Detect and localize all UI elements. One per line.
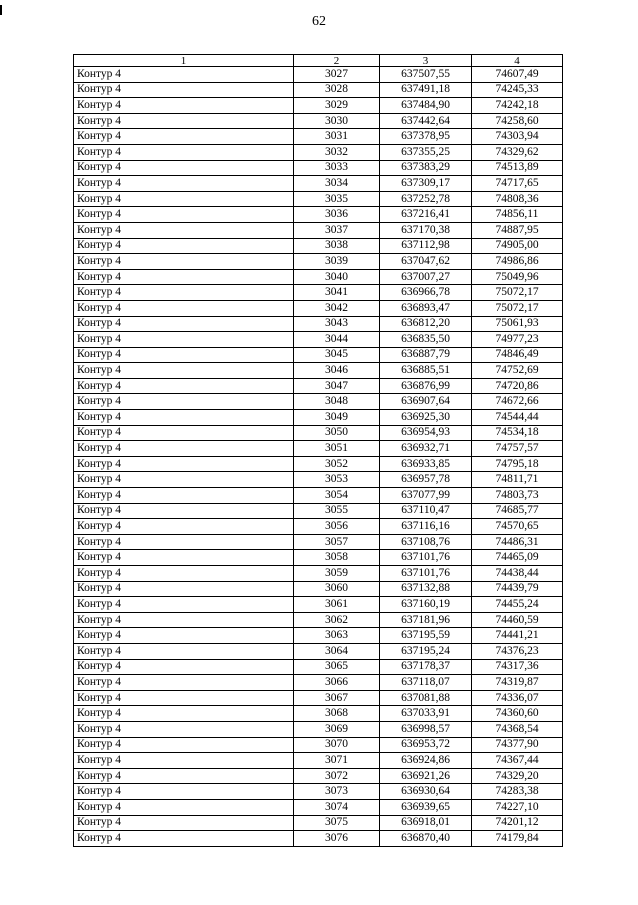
column-header: 1 — [74, 55, 294, 67]
y-coordinate-cell: 75049,96 — [472, 269, 563, 285]
y-coordinate-cell: 74441,21 — [472, 628, 563, 644]
y-coordinate-cell: 74986,86 — [472, 254, 563, 270]
column-header: 3 — [380, 55, 472, 67]
table-row — [74, 67, 563, 83]
table-row — [74, 581, 563, 597]
y-coordinate-cell: 74856,11 — [472, 207, 563, 223]
contour-name-cell: Контур 4 — [74, 690, 294, 706]
contour-name-cell: Контур 4 — [74, 82, 294, 98]
y-coordinate-cell: 74846,49 — [472, 347, 563, 363]
x-coordinate-cell: 636925,30 — [380, 410, 472, 426]
contour-name-cell: Контур 4 — [74, 300, 294, 316]
table-row — [74, 690, 563, 706]
table-row — [74, 98, 563, 114]
column-header: 2 — [294, 55, 380, 67]
table-row — [74, 628, 563, 644]
y-coordinate-cell: 74905,00 — [472, 238, 563, 254]
x-coordinate-cell: 637378,95 — [380, 129, 472, 145]
y-coordinate-cell: 74367,44 — [472, 753, 563, 769]
point-number-cell: 3054 — [294, 488, 380, 504]
table-row — [74, 144, 563, 160]
table-row — [74, 737, 563, 753]
table-row — [74, 550, 563, 566]
point-number-cell: 3065 — [294, 659, 380, 675]
table-row — [74, 643, 563, 659]
contour-name-cell: Контур 4 — [74, 753, 294, 769]
point-number-cell: 3045 — [294, 347, 380, 363]
table-row — [74, 82, 563, 98]
point-number-cell: 3029 — [294, 98, 380, 114]
x-coordinate-cell: 637116,16 — [380, 519, 472, 535]
contour-name-cell: Контур 4 — [74, 332, 294, 348]
x-coordinate-cell: 636953,72 — [380, 737, 472, 753]
y-coordinate-cell: 75072,17 — [472, 285, 563, 301]
x-coordinate-cell: 636893,47 — [380, 300, 472, 316]
x-coordinate-cell: 636885,51 — [380, 363, 472, 379]
y-coordinate-cell: 74245,33 — [472, 82, 563, 98]
table-row — [74, 378, 563, 394]
table-row — [74, 799, 563, 815]
contour-name-cell: Контур 4 — [74, 113, 294, 129]
x-coordinate-cell: 637507,55 — [380, 67, 472, 83]
x-coordinate-cell: 637101,76 — [380, 550, 472, 566]
point-number-cell: 3041 — [294, 285, 380, 301]
x-coordinate-cell: 636924,86 — [380, 753, 472, 769]
contour-name-cell: Контур 4 — [74, 425, 294, 441]
table-row — [74, 503, 563, 519]
coordinates-table — [73, 54, 563, 847]
table-row — [74, 472, 563, 488]
contour-name-cell: Контур 4 — [74, 394, 294, 410]
y-coordinate-cell: 74672,66 — [472, 394, 563, 410]
x-coordinate-cell: 637112,98 — [380, 238, 472, 254]
y-coordinate-cell: 74368,54 — [472, 721, 563, 737]
x-coordinate-cell: 637118,07 — [380, 675, 472, 691]
x-coordinate-cell: 636812,20 — [380, 316, 472, 332]
table-row — [74, 488, 563, 504]
x-coordinate-cell: 637181,96 — [380, 612, 472, 628]
column-header: 4 — [472, 55, 563, 67]
table-row — [74, 784, 563, 800]
y-coordinate-cell: 74460,59 — [472, 612, 563, 628]
point-number-cell: 3073 — [294, 784, 380, 800]
y-coordinate-cell: 74377,90 — [472, 737, 563, 753]
table-row — [74, 316, 563, 332]
y-coordinate-cell: 74534,18 — [472, 425, 563, 441]
point-number-cell: 3064 — [294, 643, 380, 659]
contour-name-cell: Контур 4 — [74, 378, 294, 394]
contour-name-cell: Контур 4 — [74, 737, 294, 753]
table-row — [74, 612, 563, 628]
contour-name-cell: Контур 4 — [74, 831, 294, 847]
table-row — [74, 207, 563, 223]
contour-name-cell: Контур 4 — [74, 721, 294, 737]
contour-name-cell: Контур 4 — [74, 129, 294, 145]
x-coordinate-cell: 636835,50 — [380, 332, 472, 348]
contour-name-cell: Контур 4 — [74, 628, 294, 644]
y-coordinate-cell: 74455,24 — [472, 597, 563, 613]
point-number-cell: 3051 — [294, 441, 380, 457]
y-coordinate-cell: 74336,07 — [472, 690, 563, 706]
x-coordinate-cell: 637170,38 — [380, 222, 472, 238]
point-number-cell: 3030 — [294, 113, 380, 129]
x-coordinate-cell: 637108,76 — [380, 534, 472, 550]
x-coordinate-cell: 637007,27 — [380, 269, 472, 285]
page-number: 62 — [312, 14, 326, 29]
x-coordinate-cell: 636932,71 — [380, 441, 472, 457]
point-number-cell: 3068 — [294, 706, 380, 722]
y-coordinate-cell: 74319,87 — [472, 675, 563, 691]
x-coordinate-cell: 636966,78 — [380, 285, 472, 301]
x-coordinate-cell: 636907,64 — [380, 394, 472, 410]
y-coordinate-cell: 75072,17 — [472, 300, 563, 316]
table-row — [74, 768, 563, 784]
point-number-cell: 3075 — [294, 815, 380, 831]
point-number-cell: 3039 — [294, 254, 380, 270]
y-coordinate-cell: 74376,23 — [472, 643, 563, 659]
y-coordinate-cell: 74544,44 — [472, 410, 563, 426]
point-number-cell: 3047 — [294, 378, 380, 394]
point-number-cell: 3067 — [294, 690, 380, 706]
table-row — [74, 113, 563, 129]
table-row — [74, 160, 563, 176]
y-coordinate-cell: 74438,44 — [472, 566, 563, 582]
x-coordinate-cell: 637110,47 — [380, 503, 472, 519]
contour-name-cell: Контур 4 — [74, 144, 294, 160]
contour-name-cell: Контур 4 — [74, 285, 294, 301]
contour-name-cell: Контур 4 — [74, 207, 294, 223]
x-coordinate-cell: 637355,25 — [380, 144, 472, 160]
y-coordinate-cell: 74717,65 — [472, 176, 563, 192]
y-coordinate-cell: 74329,20 — [472, 768, 563, 784]
y-coordinate-cell: 74179,84 — [472, 831, 563, 847]
x-coordinate-cell: 637252,78 — [380, 191, 472, 207]
x-coordinate-cell: 636921,26 — [380, 768, 472, 784]
x-coordinate-cell: 637216,41 — [380, 207, 472, 223]
x-coordinate-cell: 636930,64 — [380, 784, 472, 800]
point-number-cell: 3058 — [294, 550, 380, 566]
table-row — [74, 831, 563, 847]
x-coordinate-cell: 636954,93 — [380, 425, 472, 441]
x-coordinate-cell: 637195,24 — [380, 643, 472, 659]
point-number-cell: 3072 — [294, 768, 380, 784]
y-coordinate-cell: 74201,12 — [472, 815, 563, 831]
contour-name-cell: Контур 4 — [74, 363, 294, 379]
table-row — [74, 706, 563, 722]
table-row — [74, 129, 563, 145]
table-row — [74, 441, 563, 457]
contour-name-cell: Контур 4 — [74, 456, 294, 472]
point-number-cell: 3049 — [294, 410, 380, 426]
contour-name-cell: Контур 4 — [74, 534, 294, 550]
y-coordinate-cell: 74685,77 — [472, 503, 563, 519]
contour-name-cell: Контур 4 — [74, 191, 294, 207]
y-coordinate-cell: 74607,49 — [472, 67, 563, 83]
point-number-cell: 3052 — [294, 456, 380, 472]
table-row — [74, 815, 563, 831]
contour-name-cell: Контур 4 — [74, 410, 294, 426]
point-number-cell: 3046 — [294, 363, 380, 379]
x-coordinate-cell: 636870,40 — [380, 831, 472, 847]
y-coordinate-cell: 74360,60 — [472, 706, 563, 722]
table-row — [74, 410, 563, 426]
y-coordinate-cell: 74887,95 — [472, 222, 563, 238]
x-coordinate-cell: 636939,65 — [380, 799, 472, 815]
contour-name-cell: Контур 4 — [74, 98, 294, 114]
x-coordinate-cell: 637081,88 — [380, 690, 472, 706]
x-coordinate-cell: 637195,59 — [380, 628, 472, 644]
table-row — [74, 721, 563, 737]
x-coordinate-cell: 637132,88 — [380, 581, 472, 597]
y-coordinate-cell: 74570,65 — [472, 519, 563, 535]
point-number-cell: 3069 — [294, 721, 380, 737]
point-number-cell: 3036 — [294, 207, 380, 223]
y-coordinate-cell: 75061,93 — [472, 316, 563, 332]
y-coordinate-cell: 74329,62 — [472, 144, 563, 160]
contour-name-cell: Контур 4 — [74, 160, 294, 176]
point-number-cell: 3053 — [294, 472, 380, 488]
x-coordinate-cell: 637160,19 — [380, 597, 472, 613]
contour-name-cell: Контур 4 — [74, 706, 294, 722]
contour-name-cell: Контур 4 — [74, 612, 294, 628]
y-coordinate-cell: 74811,71 — [472, 472, 563, 488]
table-body — [74, 55, 563, 847]
table-row — [74, 425, 563, 441]
y-coordinate-cell: 74303,94 — [472, 129, 563, 145]
y-coordinate-cell: 74513,89 — [472, 160, 563, 176]
table-header-row — [74, 55, 563, 67]
contour-name-cell: Контур 4 — [74, 675, 294, 691]
y-coordinate-cell: 74752,69 — [472, 363, 563, 379]
point-number-cell: 3037 — [294, 222, 380, 238]
point-number-cell: 3057 — [294, 534, 380, 550]
table-row — [74, 285, 563, 301]
contour-name-cell: Контур 4 — [74, 222, 294, 238]
point-number-cell: 3066 — [294, 675, 380, 691]
table-row — [74, 254, 563, 270]
y-coordinate-cell: 74720,86 — [472, 378, 563, 394]
table-row — [74, 300, 563, 316]
point-number-cell: 3071 — [294, 753, 380, 769]
point-number-cell: 3061 — [294, 597, 380, 613]
point-number-cell: 3060 — [294, 581, 380, 597]
point-number-cell: 3048 — [294, 394, 380, 410]
contour-name-cell: Контур 4 — [74, 566, 294, 582]
table-row — [74, 659, 563, 675]
table-row — [74, 456, 563, 472]
table-row — [74, 222, 563, 238]
contour-name-cell: Контур 4 — [74, 503, 294, 519]
contour-name-cell: Контур 4 — [74, 519, 294, 535]
contour-name-cell: Контур 4 — [74, 254, 294, 270]
table-row — [74, 238, 563, 254]
contour-name-cell: Контур 4 — [74, 67, 294, 83]
point-number-cell: 3042 — [294, 300, 380, 316]
table-row — [74, 363, 563, 379]
point-number-cell: 3074 — [294, 799, 380, 815]
x-coordinate-cell: 636957,78 — [380, 472, 472, 488]
y-coordinate-cell: 74486,31 — [472, 534, 563, 550]
x-coordinate-cell: 636887,79 — [380, 347, 472, 363]
x-coordinate-cell: 637309,17 — [380, 176, 472, 192]
table-row — [74, 176, 563, 192]
point-number-cell: 3050 — [294, 425, 380, 441]
point-number-cell: 3043 — [294, 316, 380, 332]
point-number-cell: 3031 — [294, 129, 380, 145]
table-row — [74, 519, 563, 535]
y-coordinate-cell: 74757,57 — [472, 441, 563, 457]
point-number-cell: 3032 — [294, 144, 380, 160]
contour-name-cell: Контур 4 — [74, 176, 294, 192]
contour-name-cell: Контур 4 — [74, 472, 294, 488]
table-row — [74, 753, 563, 769]
y-coordinate-cell: 74439,79 — [472, 581, 563, 597]
y-coordinate-cell: 74242,18 — [472, 98, 563, 114]
y-coordinate-cell: 74465,09 — [472, 550, 563, 566]
contour-name-cell: Контур 4 — [74, 815, 294, 831]
x-coordinate-cell: 637033,91 — [380, 706, 472, 722]
contour-name-cell: Контур 4 — [74, 347, 294, 363]
table-row — [74, 394, 563, 410]
x-coordinate-cell: 637442,64 — [380, 113, 472, 129]
x-coordinate-cell: 637101,76 — [380, 566, 472, 582]
point-number-cell: 3062 — [294, 612, 380, 628]
x-coordinate-cell: 637077,99 — [380, 488, 472, 504]
table-row — [74, 347, 563, 363]
x-coordinate-cell: 637383,29 — [380, 160, 472, 176]
contour-name-cell: Контур 4 — [74, 799, 294, 815]
point-number-cell: 3040 — [294, 269, 380, 285]
table-row — [74, 597, 563, 613]
point-number-cell: 3070 — [294, 737, 380, 753]
point-number-cell: 3028 — [294, 82, 380, 98]
contour-name-cell: Контур 4 — [74, 550, 294, 566]
x-coordinate-cell: 637047,62 — [380, 254, 472, 270]
x-coordinate-cell: 636933,85 — [380, 456, 472, 472]
x-coordinate-cell: 636918,01 — [380, 815, 472, 831]
contour-name-cell: Контур 4 — [74, 269, 294, 285]
contour-name-cell: Контур 4 — [74, 316, 294, 332]
contour-name-cell: Контур 4 — [74, 488, 294, 504]
point-number-cell: 3035 — [294, 191, 380, 207]
point-number-cell: 3027 — [294, 67, 380, 83]
contour-name-cell: Контур 4 — [74, 784, 294, 800]
table-row — [74, 269, 563, 285]
y-coordinate-cell: 74808,36 — [472, 191, 563, 207]
contour-name-cell: Контур 4 — [74, 441, 294, 457]
table-row — [74, 534, 563, 550]
y-coordinate-cell: 74283,38 — [472, 784, 563, 800]
y-coordinate-cell: 74317,36 — [472, 659, 563, 675]
point-number-cell: 3056 — [294, 519, 380, 535]
point-number-cell: 3076 — [294, 831, 380, 847]
x-coordinate-cell: 637178,37 — [380, 659, 472, 675]
point-number-cell: 3038 — [294, 238, 380, 254]
table-row — [74, 332, 563, 348]
y-coordinate-cell: 74977,23 — [472, 332, 563, 348]
point-number-cell: 3055 — [294, 503, 380, 519]
y-coordinate-cell: 74227,10 — [472, 799, 563, 815]
contour-name-cell: Контур 4 — [74, 659, 294, 675]
point-number-cell: 3044 — [294, 332, 380, 348]
contour-name-cell: Контур 4 — [74, 643, 294, 659]
y-coordinate-cell: 74258,60 — [472, 113, 563, 129]
x-coordinate-cell: 637484,90 — [380, 98, 472, 114]
x-coordinate-cell: 637491,18 — [380, 82, 472, 98]
contour-name-cell: Контур 4 — [74, 768, 294, 784]
contour-name-cell: Контур 4 — [74, 597, 294, 613]
contour-name-cell: Контур 4 — [74, 238, 294, 254]
y-coordinate-cell: 74803,73 — [472, 488, 563, 504]
point-number-cell: 3034 — [294, 176, 380, 192]
point-number-cell: 3063 — [294, 628, 380, 644]
y-coordinate-cell: 74795,18 — [472, 456, 563, 472]
x-coordinate-cell: 636998,57 — [380, 721, 472, 737]
contour-name-cell: Контур 4 — [74, 581, 294, 597]
point-number-cell: 3059 — [294, 566, 380, 582]
table-row — [74, 191, 563, 207]
table-row — [74, 566, 563, 582]
point-number-cell: 3033 — [294, 160, 380, 176]
table-row — [74, 675, 563, 691]
x-coordinate-cell: 636876,99 — [380, 378, 472, 394]
